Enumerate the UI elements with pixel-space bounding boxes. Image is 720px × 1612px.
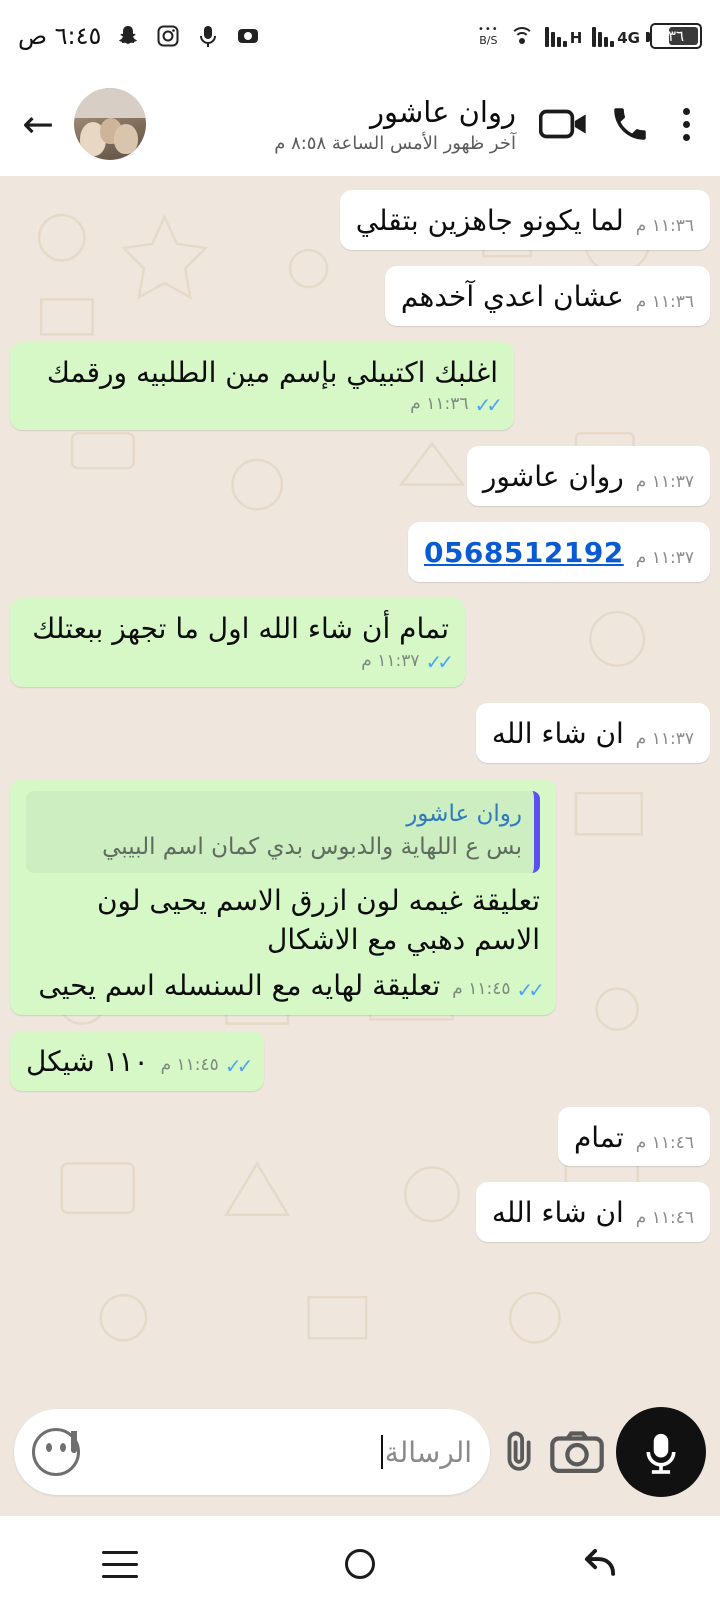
- contact-last-seen: آخر ظهور الأمس الساعة ٨:٥٨ م: [274, 132, 516, 154]
- message-row: [10, 190, 710, 250]
- status-bar: [0, 0, 720, 72]
- status-bar-right: [18, 22, 261, 50]
- message-row: [10, 1031, 710, 1091]
- message-bubble-outgoing[interactable]: [10, 1031, 264, 1091]
- message-meta: [161, 1052, 249, 1081]
- message-time: ١١:٣٧ م: [635, 548, 694, 569]
- data-speed-icon: ••• B/S: [477, 23, 499, 48]
- message-time: ١١:٤٦ م: [635, 1208, 694, 1229]
- read-receipt-icon: ✓✓: [516, 977, 540, 1002]
- message-bubble-incoming[interactable]: [558, 1107, 710, 1167]
- message-row: [10, 342, 710, 431]
- system-navigation-bar: [0, 1516, 720, 1612]
- back-arrow-icon[interactable]: ←: [22, 102, 54, 146]
- message-meta: [636, 728, 694, 753]
- message-meta: [636, 291, 694, 316]
- message-text: تعليقة غيمه لون ازرق الاسم يحيى لون الاسم دهبي مع الاشكال: [96, 883, 540, 956]
- snapchat-icon: [115, 23, 141, 49]
- message-time: ١١:٤٥ م: [452, 978, 511, 999]
- message-bubble-outgoing[interactable]: [10, 598, 465, 687]
- message-text: عشان اعدي آخدهم: [400, 279, 624, 313]
- attach-clip-icon[interactable]: [502, 1429, 538, 1475]
- phone-number-link[interactable]: 0568512192: [423, 536, 624, 570]
- wifi-icon: [509, 25, 535, 47]
- message-text: ١١٠ شيكل: [26, 1044, 149, 1078]
- status-bar-left: [478, 23, 702, 49]
- quoted-author: روان عاشور: [406, 800, 522, 827]
- message-bubble-incoming[interactable]: [385, 266, 710, 326]
- message-placeholder: الرسالة: [384, 1436, 472, 1469]
- message-row: [10, 1107, 710, 1167]
- message-text: ان شاء الله: [491, 1196, 624, 1230]
- video-call-icon[interactable]: [536, 106, 592, 142]
- mobile-signal-1: [592, 25, 640, 47]
- recent-apps-icon[interactable]: [65, 1534, 175, 1594]
- message-text-2: تعليقة لهايه مع السنسله اسم يحيى: [38, 969, 441, 1003]
- message-row: [10, 703, 710, 763]
- home-icon[interactable]: [305, 1534, 415, 1594]
- battery-icon: [650, 23, 702, 49]
- message-text: لما يكونو جاهزين بتقلي: [355, 204, 624, 237]
- message-bubble-incoming[interactable]: [476, 703, 710, 763]
- emoji-icon[interactable]: [32, 1428, 80, 1476]
- message-bubble-incoming[interactable]: [467, 446, 710, 506]
- message-row: [10, 266, 710, 326]
- message-time: ١١:٣٦ م: [635, 291, 694, 312]
- message-time: ١١:٣٦ م: [410, 394, 469, 415]
- message-meta: [636, 471, 694, 496]
- mobile-signal-2: [545, 25, 583, 47]
- read-receipt-icon: ✓✓: [224, 1053, 249, 1078]
- message-text: تمام: [573, 1120, 624, 1154]
- message-input-bar[interactable]: [14, 1409, 490, 1495]
- message-composer: [0, 1398, 720, 1516]
- message-bubble-incoming[interactable]: [340, 190, 710, 250]
- camera-icon[interactable]: [550, 1430, 604, 1474]
- message-meta: [26, 391, 498, 420]
- message-bubble-outgoing-reply[interactable]: [10, 779, 556, 1015]
- message-text: تمام أن شاء الله اول ما تجهز ببعتلك: [32, 611, 449, 645]
- network-type-4g: 4G: [617, 29, 640, 47]
- chat-title-block[interactable]: [160, 95, 522, 154]
- battery-percent: ٣٦: [667, 27, 685, 45]
- quoted-text: بس ع اللهاية والدبوس بدي كمان اسم البيبي: [102, 833, 522, 860]
- message-meta: [636, 547, 694, 572]
- message-time: ١١:٣٧ م: [635, 472, 694, 493]
- read-receipt-icon: ✓✓: [474, 393, 498, 418]
- status-clock: ٦:٤٥ ص: [18, 22, 102, 50]
- message-text: ان شاء الله: [491, 716, 624, 750]
- message-time: ١١:٤٦ م: [635, 1132, 694, 1153]
- message-text: اغلبك اكتبيلي بإسم مين الطلبيه ورقمك: [46, 355, 498, 389]
- message-meta: [26, 648, 449, 677]
- overflow-menu-icon[interactable]: [668, 108, 704, 141]
- microphone-icon: [195, 23, 221, 49]
- message-text: روان عاشور: [482, 460, 624, 494]
- message-meta: [636, 1132, 694, 1157]
- message-time: ١١:٣٦ م: [635, 215, 694, 236]
- instagram-icon: [155, 23, 181, 49]
- message-row: [10, 1182, 710, 1242]
- chat-header: [0, 72, 720, 176]
- screen-record-icon: [235, 23, 261, 49]
- message-row: [10, 779, 710, 1015]
- messages-container: [10, 190, 710, 1398]
- contact-name: روان عاشور: [369, 94, 516, 129]
- message-row: [10, 446, 710, 506]
- network-type-h: H: [569, 29, 583, 47]
- message-time: ١١:٣٧ م: [361, 650, 420, 671]
- message-bubble-outgoing[interactable]: [10, 342, 514, 431]
- message-meta: [636, 1207, 694, 1232]
- data-speed-label: B/S: [479, 34, 498, 48]
- back-icon[interactable]: [545, 1534, 655, 1594]
- message-list[interactable]: [0, 176, 720, 1398]
- message-row: [10, 522, 710, 582]
- message-bubble-incoming[interactable]: [476, 1182, 710, 1242]
- text-caret: [381, 1435, 383, 1469]
- microphone-button[interactable]: [616, 1407, 706, 1497]
- message-meta: [452, 976, 540, 1005]
- message-time: ١١:٣٧ م: [635, 728, 694, 749]
- message-meta: [636, 215, 694, 240]
- contact-avatar[interactable]: [74, 88, 146, 160]
- voice-call-icon[interactable]: [606, 103, 654, 145]
- read-receipt-icon: ✓✓: [425, 649, 449, 674]
- message-input[interactable]: [94, 1435, 472, 1469]
- message-row: [10, 598, 710, 687]
- message-bubble-incoming-phone[interactable]: [408, 522, 710, 582]
- message-time: ١١:٤٥ م: [160, 1054, 219, 1075]
- quoted-message[interactable]: [26, 791, 540, 873]
